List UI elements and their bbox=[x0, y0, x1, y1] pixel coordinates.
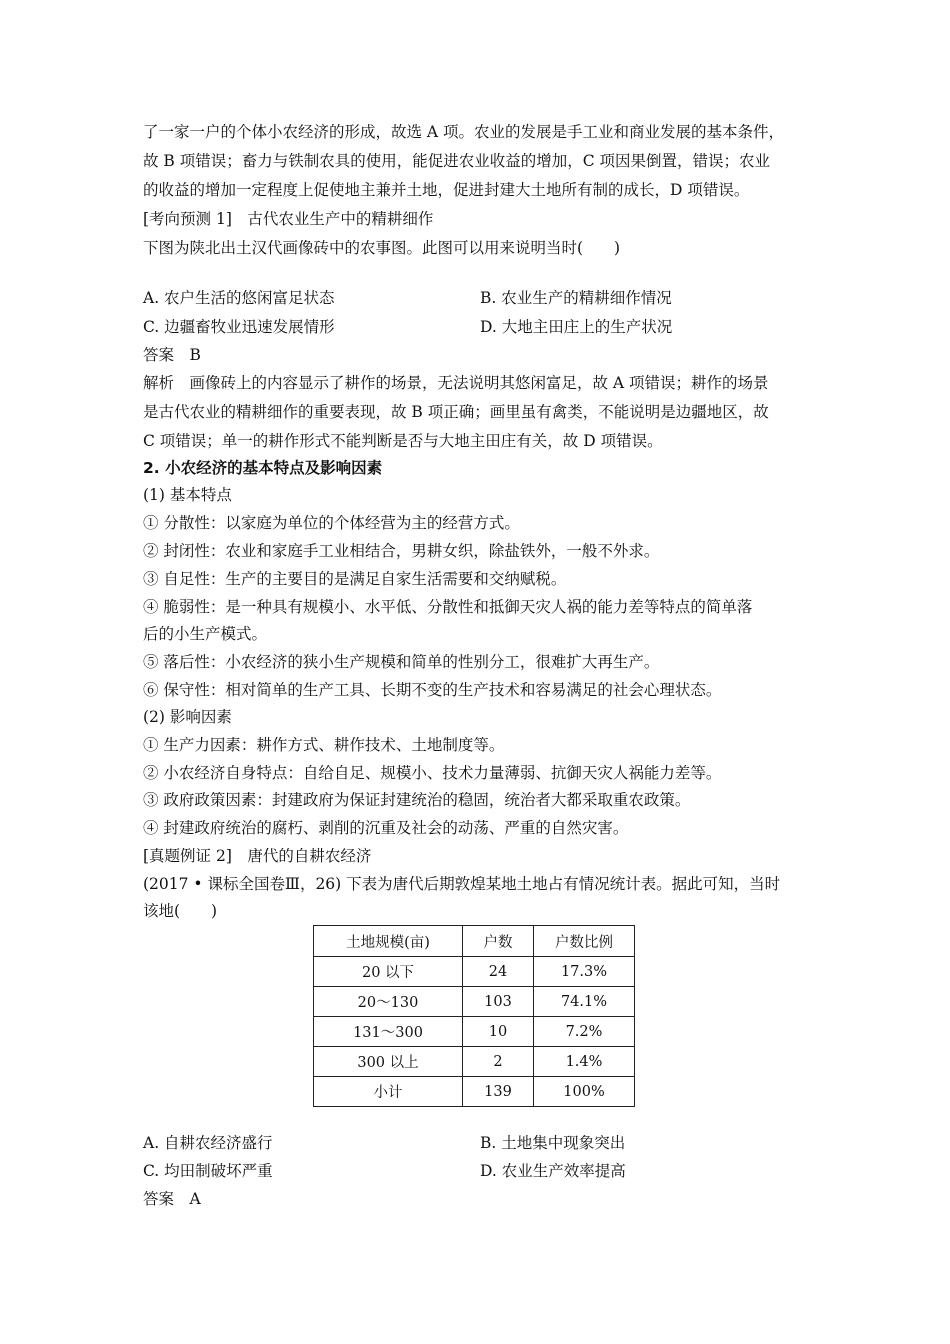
table-cell: 24 bbox=[463, 957, 534, 987]
table-header-row bbox=[314, 926, 635, 957]
q2-option-b: B. 土地集中现象突出 bbox=[480, 1134, 626, 1152]
q1-option-d: D. 大地主田庄上的生产状况 bbox=[480, 318, 673, 336]
table-header: 土地规模(亩) bbox=[314, 926, 463, 957]
table-cell: 74.1% bbox=[534, 987, 635, 1017]
feature-item: ⑥ 保守性：相对简单的生产工具、长期不变的生产技术和容易满足的社会心理状态。 bbox=[143, 681, 722, 699]
q2-option-c: C. 均田制破坏严重 bbox=[143, 1162, 273, 1180]
feature-item: ③ 自足性：生产的主要目的是满足自家生活需要和交纳赋税。 bbox=[143, 570, 567, 588]
q1-analysis-line: 是古代农业的精耕细作的重要表现，故 B 项正确；画里虽有禽类，不能说明是边疆地区，故 bbox=[143, 403, 769, 421]
table-cell: 7.2% bbox=[534, 1017, 635, 1047]
q1-analysis-line: 解析 画像砖上的内容显示了耕作的场景，无法说明其悠闲富足，故 A 项错误；耕作的场景 bbox=[143, 374, 769, 392]
factor-item: ② 小农经济自身特点：自给自足、规模小、技术力量薄弱、抗御天灾人祸能力差等。 bbox=[143, 764, 722, 782]
q2-option-a: A. 自耕农经济盛行 bbox=[143, 1134, 273, 1152]
q1-option-c: C. 边疆畜牧业迅速发展情形 bbox=[143, 318, 335, 336]
table-row bbox=[314, 1017, 635, 1047]
section-2-subheading-1: (1) 基本特点 bbox=[143, 486, 232, 504]
table-row bbox=[314, 957, 635, 987]
table-cell: 2 bbox=[463, 1047, 534, 1077]
table-row bbox=[314, 1047, 635, 1077]
paragraph-line: 的收益的增加一定程度上促使地主兼并土地，促进封建大土地所有制的成长，D 项错误。 bbox=[143, 181, 750, 199]
table-cell: 1.4% bbox=[534, 1047, 635, 1077]
q1-option-b: B. 农业生产的精耕细作情况 bbox=[480, 289, 672, 307]
q2-answer: 答案 A bbox=[143, 1190, 201, 1208]
q1-answer: 答案 B bbox=[143, 346, 201, 364]
q1-analysis-line: C 项错误；单一的耕作形式不能判断是否与大地主田庄有关，故 D 项错误。 bbox=[143, 432, 663, 450]
paragraph-line: 故 B 项错误；畜力与铁制农具的使用，能促进农业收益的增加，C 项因果倒置，错误；农业 bbox=[143, 152, 771, 170]
question-2-heading: [真题例证 2] 唐代的自耕农经济 bbox=[143, 847, 372, 865]
table-cell: 131～300 bbox=[314, 1017, 463, 1047]
factor-item: ④ 封建政府统治的腐朽、剥削的沉重及社会的动荡、严重的自然灾害。 bbox=[143, 819, 629, 837]
section-2-title: 2. 小农经济的基本特点及影响因素 bbox=[143, 459, 383, 477]
land-ownership-table bbox=[313, 925, 635, 1107]
section-2-subheading-2: (2) 影响因素 bbox=[143, 708, 232, 726]
feature-item: ② 封闭性：农业和家庭手工业相结合，男耕女织，除盐铁外，一般不外求。 bbox=[143, 542, 660, 560]
table-cell: 139 bbox=[463, 1077, 534, 1107]
q2-option-d: D. 农业生产效率提高 bbox=[480, 1162, 626, 1180]
table-row bbox=[314, 1077, 635, 1107]
table-cell: 17.3% bbox=[534, 957, 635, 987]
table-header: 户数 bbox=[463, 926, 534, 957]
table-cell: 103 bbox=[463, 987, 534, 1017]
table-cell: 小计 bbox=[314, 1077, 463, 1107]
factor-item: ③ 政府政策因素：封建政府为保证封建统治的稳固，统治者大都采取重农政策。 bbox=[143, 791, 691, 809]
table-cell: 100% bbox=[534, 1077, 635, 1107]
factor-item: ① 生产力因素：耕作方式、耕作技术、土地制度等。 bbox=[143, 736, 505, 754]
feature-item: 后的小生产模式。 bbox=[143, 625, 268, 643]
question-1-heading: [考向预测 1] 古代农业生产中的精耕细作 bbox=[143, 210, 434, 228]
question-2-stem: (2017 • 课标全国卷Ⅲ，26) 下表为唐代后期敦煌某地土地占有情况统计表。据此可知，当时 bbox=[143, 875, 781, 893]
feature-item: ④ 脆弱性：是一种具有规模小、水平低、分散性和抵御天灾人祸的能力差等特点的简单落 bbox=[143, 598, 753, 616]
feature-item: ① 分散性：以家庭为单位的个体经营为主的经营方式。 bbox=[143, 514, 520, 532]
feature-item: ⑤ 落后性：小农经济的狭小生产规模和简单的性别分工，很难扩大再生产。 bbox=[143, 653, 660, 671]
table-cell: 20 以下 bbox=[314, 957, 463, 987]
table-header: 户数比例 bbox=[534, 926, 635, 957]
q1-option-a: A. 农户生活的悠闲富足状态 bbox=[143, 289, 335, 307]
table-row bbox=[314, 987, 635, 1017]
table-cell: 20～130 bbox=[314, 987, 463, 1017]
paragraph-line: 了一家一户的个体小农经济的形成，故选 A 项。农业的发展是手工业和商业发展的基本条件， bbox=[143, 123, 785, 141]
table-cell: 10 bbox=[463, 1017, 534, 1047]
question-2-stem: 该地( ) bbox=[143, 902, 218, 920]
question-1-stem: 下图为陕北出土汉代画像砖中的农事图。此图可以用来说明当时( ) bbox=[143, 239, 621, 257]
table-cell: 300 以上 bbox=[314, 1047, 463, 1077]
